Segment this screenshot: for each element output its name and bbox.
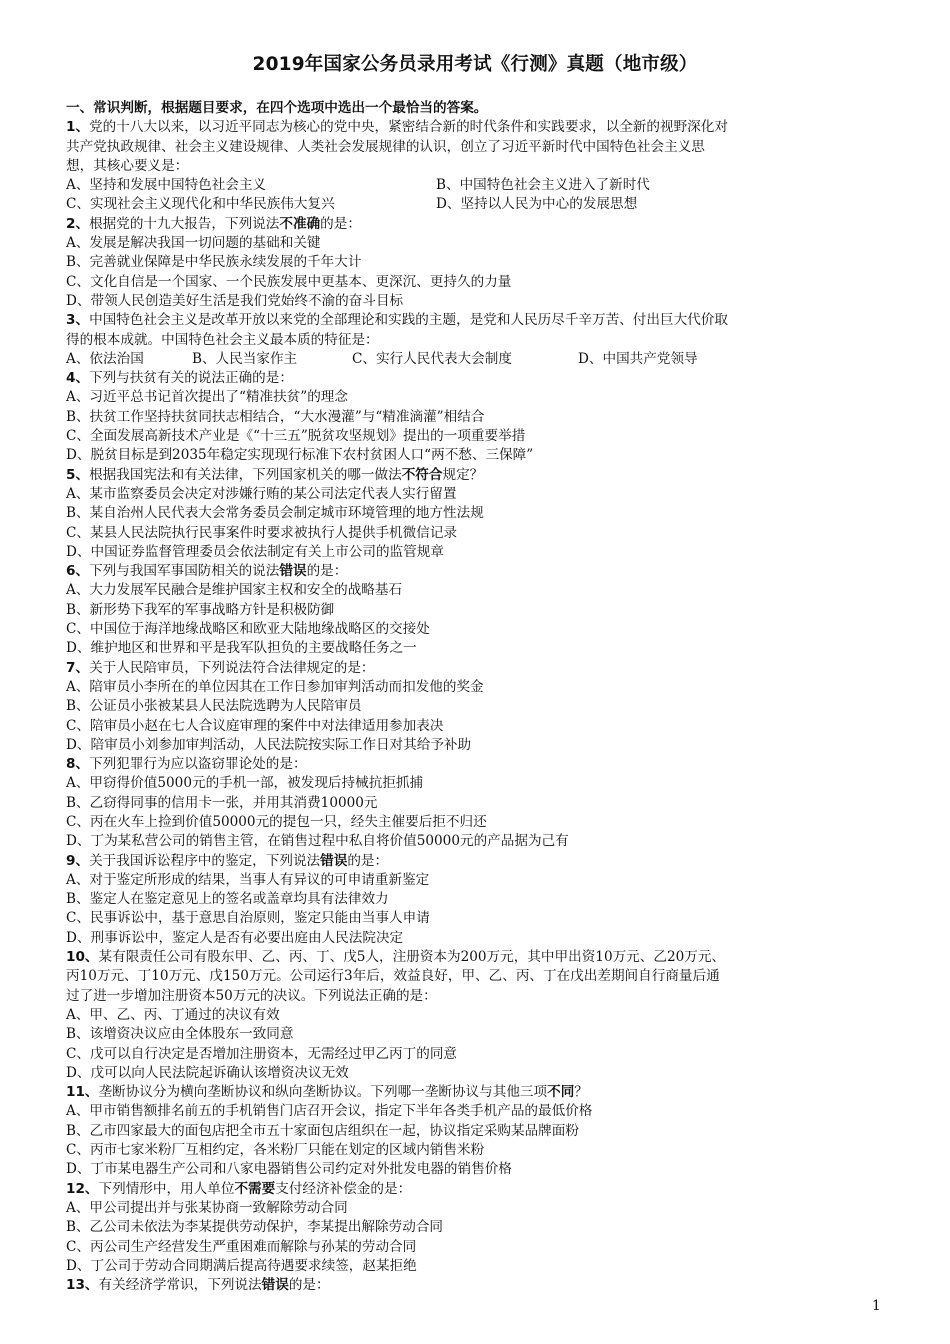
answer-option: B、该增资决议应由全体股东一致同意: [66, 1026, 294, 1043]
option-row: [66, 581, 894, 600]
option-row: [66, 929, 894, 948]
option-row: [66, 485, 894, 504]
option-row: [66, 1238, 894, 1257]
answer-option: D、中国证券监督管理委员会依法制定有关上市公司的监管规章: [66, 543, 444, 560]
answer-option: C、丙市七家米粉厂互相约定，各米粉厂只能在划定的区域内销售米粉: [66, 1142, 485, 1159]
option-row: [66, 890, 894, 909]
option-row: [66, 408, 894, 427]
option-row: [66, 620, 894, 639]
option-row: [66, 639, 894, 658]
answer-option: A、甲市销售额排名前五的手机销售门店召开会议，指定下半年各类手机产品的最低价格: [66, 1103, 593, 1120]
stem-text: 中国特色社会主义是改革开放以来党的全部理论和实践的主题，是党和人民历尽千辛万苦、付出巨大代价取: [89, 312, 728, 329]
answer-option: D、维护地区和世界和平是我军队担负的主要战略任务之一: [66, 640, 417, 657]
option-row: [66, 774, 894, 793]
option-row: [66, 1064, 894, 1083]
option-row: [66, 292, 894, 311]
option-row: [66, 1141, 894, 1160]
question-stem: [66, 562, 894, 581]
answer-option: C、全面发展高新技术产业是《“十三五”脱贫攻坚规划》提出的一项重要举措: [66, 428, 526, 445]
stem-text: 支付经济补偿金的是：: [275, 1180, 412, 1197]
question-stem: [66, 659, 894, 678]
stem-text: 的是：: [288, 1277, 330, 1294]
answer-option: D、中国共产党领导: [578, 350, 698, 367]
stem-text: 下列情形中，用人单位: [98, 1180, 235, 1197]
option-row: [66, 176, 894, 195]
option-row: [66, 253, 894, 272]
option-row: [66, 736, 894, 755]
stem-text: 的是：: [347, 852, 389, 869]
option-row: [66, 1006, 894, 1025]
answer-option: D、带领人民创造美好生活是我们党始终不渝的奋斗目标: [66, 292, 404, 309]
answer-option: C、民事诉讼中，基于意思自治原则，鉴定只能由当事人申请: [66, 910, 430, 927]
question-stem: [66, 967, 894, 986]
answer-option: B、鉴定人在鉴定意见上的签名或盖章均具有法律效力: [66, 891, 389, 908]
answer-option: A、习近平总书记首次提出了“精准扶贫”的理念: [66, 389, 348, 406]
stem-text: 的是：: [306, 563, 348, 580]
option-row: [66, 794, 894, 813]
answer-option: A、大力发展军民融合是维护国家主权和安全的战略基石: [66, 582, 403, 599]
answer-option: A、坚持和发展中国特色社会主义: [66, 177, 267, 194]
answer-option: D、陪审员小刘参加审判活动，人民法院按实际工作日对其给予补助: [66, 736, 472, 753]
emphasis-keyword: 不准确: [279, 215, 321, 232]
answer-option: B、某自治州人民代表大会常务委员会制定城市环境管理的地方性法规: [66, 505, 484, 522]
answer-option: D、丁为某私营公司的销售主管，在销售过程中私自将价值50000元的产品据为己有: [66, 833, 569, 850]
answer-option: A、甲、乙、丙、丁通过的决议有效: [66, 1006, 280, 1023]
question-number: 9、: [66, 852, 90, 869]
question-stem: [66, 1083, 894, 1102]
stem-text: 关于我国诉讼程序中的鉴定，下列说法: [89, 852, 321, 869]
answer-option: D、丁公司于劳动合同期满后提高待遇要求续签，赵某拒绝: [66, 1257, 417, 1274]
emphasis-keyword: 错误: [261, 1277, 289, 1294]
answer-option: B、乙窃得同事的信用卡一张，并用其消费10000元: [66, 794, 378, 811]
answer-option: D、脱贫目标是到2035年稳定实现现行标准下农村贫困人口“两不愁、三保障”: [66, 447, 534, 464]
answer-option: D、坚持以人民为中心的发展思想: [436, 196, 638, 213]
emphasis-keyword: 错误: [279, 563, 307, 580]
stem-text: 得的根本成就。中国特色社会主义最本质的特征是：: [66, 331, 379, 348]
question-number: 3、: [66, 312, 90, 329]
stem-text: 过了进一步增加注册资本50万元的决议。下列说法正确的是：: [66, 987, 437, 1004]
section-header: 一、常识判断，根据题目要求，在四个选项中选出一个最恰当的答案。: [66, 100, 488, 116]
option-row: [66, 543, 894, 562]
question-stem: [66, 987, 894, 1006]
option-row: [66, 1257, 894, 1276]
question-number: 4、: [66, 370, 90, 387]
answer-option: B、扶贫工作坚持扶贫同扶志相结合，“大水漫灌”与“精准滴灌”相结合: [66, 408, 485, 425]
answer-option: A、甲窃得价值5000元的手机一部，被发现后持械抗拒抓捕: [66, 775, 424, 792]
answer-option: B、中国特色社会主义进入了新时代: [436, 177, 650, 194]
option-row: [66, 504, 894, 523]
question-stem: [66, 138, 894, 157]
question-number: 5、: [66, 466, 90, 483]
stem-text: 根据党的十九大报告，下列说法: [89, 215, 280, 232]
answer-option: A、对于鉴定所形成的结果，当事人有异议的可申请重新鉴定: [66, 871, 430, 888]
question-stem: [66, 311, 894, 330]
answer-option: B、人民当家作主: [192, 350, 298, 367]
question-stem: [66, 1180, 894, 1199]
question-stem: [66, 215, 894, 234]
stem-text: 的是：: [320, 215, 361, 232]
answer-option: C、陪审员小赵在七人合议庭审理的案件中对法律适用参加表决: [66, 717, 444, 734]
stem-text: 想，其核心要义是：: [66, 157, 189, 174]
answer-option: D、刑事诉讼中，鉴定人是否有必要出庭由人民法院决定: [66, 929, 404, 946]
stem-text: 党的十八大以来，以习近平同志为核心的党中央，紧密结合新的时代条件和实践要求，以全新的视野深化对: [89, 119, 728, 136]
answer-option: B、乙公司未依法为李某提供劳动保护，李某提出解除劳动合同: [66, 1219, 444, 1236]
question-stem: [66, 369, 894, 388]
stem-text: 有关经济学常识，下列说法: [98, 1277, 262, 1294]
question-stem: [66, 1276, 894, 1295]
stem-text: 共产党执政规律、社会主义建设规律、人类社会发展规律的认识，创立了习近平新时代中国特色社会主义思: [66, 138, 705, 155]
emphasis-keyword: 错误: [320, 852, 348, 869]
stem-text: 下列与我国军事国防相关的说法: [89, 563, 280, 580]
question-number: 1、: [66, 119, 90, 136]
answer-option: C、丙在火车上捡到价值50000元的提包一只，经失主催要后拒不归还: [66, 813, 487, 830]
stem-text: 下列与扶贫有关的说法正确的是：: [89, 370, 293, 387]
answer-option: C、戊可以自行决定是否增加注册资本，无需经过甲乙丙丁的同意: [66, 1045, 458, 1062]
option-row: [66, 717, 894, 736]
question-number: 2、: [66, 215, 90, 232]
stem-text: 根据我国宪法和有关法律，下列国家机关的哪一做法: [89, 466, 402, 483]
emphasis-keyword: 不同: [547, 1084, 575, 1101]
question-number: 11、: [66, 1084, 99, 1101]
answer-option: C、实行人民代表大会制度: [352, 350, 512, 367]
emphasis-keyword: 不需要: [234, 1180, 276, 1197]
question-number: 10、: [66, 949, 99, 966]
question-stem: [66, 157, 894, 176]
answer-option: B、新形势下我军的军事战略方针是积极防御: [66, 601, 335, 618]
option-row: [66, 1102, 894, 1121]
option-row: [66, 234, 894, 253]
stem-text: 某有限责任公司有股东甲、乙、丙、丁、戊5人，注册资本为200万元，其中甲出资10万元、乙20万元、: [98, 949, 726, 966]
option-row: [66, 1218, 894, 1237]
page-title: 2019年国家公务员录用考试《行测》真题（地市级）: [252, 54, 698, 75]
emphasis-keyword: 不符合: [401, 466, 443, 483]
option-row: [66, 601, 894, 620]
option-row: [66, 195, 894, 214]
option-row: [66, 524, 894, 543]
stem-text: 垄断协议分为横向垄断协议和纵向垄断协议。下列哪一垄断协议与其他三项: [98, 1084, 548, 1101]
question-number: 6、: [66, 563, 90, 580]
option-row: [66, 1199, 894, 1218]
answer-option: D、戊可以向人民法院起诉确认该增资决议无效: [66, 1064, 349, 1081]
option-row: [66, 427, 894, 446]
option-row: [66, 1160, 894, 1179]
stem-text: ？: [574, 1084, 588, 1101]
option-row: [66, 273, 894, 292]
question-stem: [66, 466, 894, 485]
answer-option: A、发展是解决我国一切问题的基础和关键: [66, 235, 321, 252]
stem-text: 关于人民陪审员，下列说法符合法律规定的是：: [89, 659, 375, 676]
stem-text: 下列犯罪行为应以盗窃罪论处的是：: [89, 756, 307, 773]
option-row: [66, 1122, 894, 1141]
question-number: 7、: [66, 659, 90, 676]
page-number: 1: [872, 1298, 881, 1314]
question-number: 13、: [66, 1277, 99, 1294]
question-list: [66, 99, 894, 1295]
answer-option: C、文化自信是一个国家、一个民族发展中更基本、更深沉、更持久的力量: [66, 273, 512, 290]
answer-option: C、实现社会主义现代化和中华民族伟大复兴: [66, 196, 335, 213]
option-row: [66, 1045, 894, 1064]
option-row: [66, 1025, 894, 1044]
option-row: [66, 832, 894, 851]
question-stem: [66, 118, 894, 137]
option-row: [66, 909, 894, 928]
question-stem: [66, 755, 894, 774]
answer-option: D、丁市某电器生产公司和八家电器销售公司约定对外批发电器的销售价格: [66, 1161, 512, 1178]
question-stem: [66, 948, 894, 967]
answer-option: C、丙公司生产经营发生严重困难而解除与孙某的劳动合同: [66, 1238, 417, 1255]
option-row: [66, 446, 894, 465]
question-stem: [66, 852, 894, 871]
question-number: 12、: [66, 1180, 99, 1197]
answer-option: A、某市监察委员会决定对涉嫌行贿的某公司法定代表人实行留置: [66, 485, 457, 502]
answer-option: B、公证员小张被某县人民法院选聘为人民陪审员: [66, 698, 362, 715]
option-row: [66, 697, 894, 716]
option-row: [66, 678, 894, 697]
answer-option: A、依法治国: [66, 350, 144, 367]
answer-option: B、乙市四家最大的面包店把全市五十家面包店组织在一起，协议指定采购某品牌面粉: [66, 1122, 579, 1139]
stem-text: 规定？: [442, 466, 484, 483]
answer-option: C、某县人民法院执行民事案件时要求被执行人提供手机微信记录: [66, 524, 458, 541]
question-number: 8、: [66, 756, 90, 773]
answer-option: A、甲公司提出并与张某协商一致解除劳动合同: [66, 1199, 348, 1216]
question-stem: [66, 331, 894, 350]
answer-option: B、完善就业保障是中华民族永续发展的千年大计: [66, 254, 362, 271]
answer-option: A、陪审员小李所在的单位因其在工作日参加审判活动而扣发他的奖金: [66, 678, 484, 695]
stem-text: 丙10万元、丁10万元、戊150万元。公司运行3年后，效益良好，甲、乙、丙、丁在戊出差期间自行商量后通: [66, 968, 720, 985]
option-row: [66, 350, 894, 369]
option-row: [66, 388, 894, 407]
answer-option: C、中国位于海洋地缘战略区和欧亚大陆地缘战略区的交接处: [66, 621, 430, 638]
option-row: [66, 813, 894, 832]
option-row: [66, 871, 894, 890]
